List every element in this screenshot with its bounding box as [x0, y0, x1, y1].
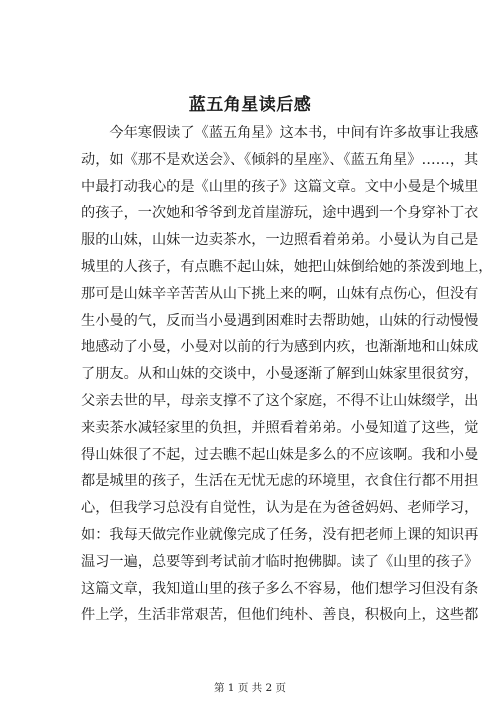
- body-line: 件上学，生活非常艰苦，但他们纯朴、善良，积极向上，这些都: [81, 607, 479, 624]
- body-line: 服的山妹，山妹一边卖茶水，一边照看着弟弟。小曼认为自己是: [81, 232, 479, 249]
- body-line: 这篇文章，我知道山里的孩子多么不容易，他们想学习但没有条: [81, 580, 479, 597]
- body-line: 如：我每天做完作业就像完成了任务，没有把老师上课的知识再: [81, 526, 479, 543]
- body-line: 地感动了小曼，小曼对以前的行为感到内疚，也渐渐地和山妹成: [81, 339, 479, 356]
- body-line: 父亲去世的早，母亲支撑不了这个家庭，不得不让山妹缀学，出: [81, 392, 479, 409]
- body-line: 那可是山妹辛辛苦苦从山下挑上来的啊，山妹有点伤心，但没有: [81, 285, 479, 302]
- body-line: 来卖茶水减轻家里的负担，并照看着弟弟。小曼知道了这些，觉: [81, 419, 479, 436]
- body-line: 都是城里的孩子，生活在无忧无虑的环境里，衣食住行都不用担: [81, 473, 479, 490]
- body-line: 城里的人孩子，有点瞧不起山妹，她把山妹倒给她的茶泼到地上，: [81, 258, 493, 275]
- body-line: 了朋友。从和山妹的交谈中，小曼逐渐了解到山妹家里很贫穷，: [81, 366, 479, 383]
- body-line: 今年寒假读了《蓝五角星》这本书，中间有许多故事让我感: [81, 125, 479, 141]
- body-line: 中最打动我心的是《山里的孩子》这篇文章。文中小曼是个城里: [81, 178, 479, 195]
- body-line: 得山妹很了不起，过去瞧不起山妹是多么的不应该啊。我和小曼: [81, 446, 479, 463]
- document-body: [81, 120, 493, 629]
- body-line: 心，但我学习总没有自觉性，认为是在为爸爸妈妈、老师学习，: [81, 500, 479, 517]
- body-line: 动，如《那不是欢送会》、《倾斜的星座》、《蓝五角星》……，其: [81, 151, 479, 168]
- document-title: 蓝五角星读后感: [188, 95, 312, 115]
- body-line: 的孩子，一次她和爷爷到龙首崖游玩，途中遇到一个身穿补丁衣: [81, 205, 479, 222]
- body-line: 生小曼的气，反而当小曼遇到困难时去帮助她，山妹的行动慢慢: [81, 312, 479, 329]
- page-number-footer: 第 1 页 共 2 页: [213, 682, 287, 694]
- body-line: 温习一遍，总要等到考试前才临时抱佛脚。读了《山里的孩子》: [81, 553, 479, 570]
